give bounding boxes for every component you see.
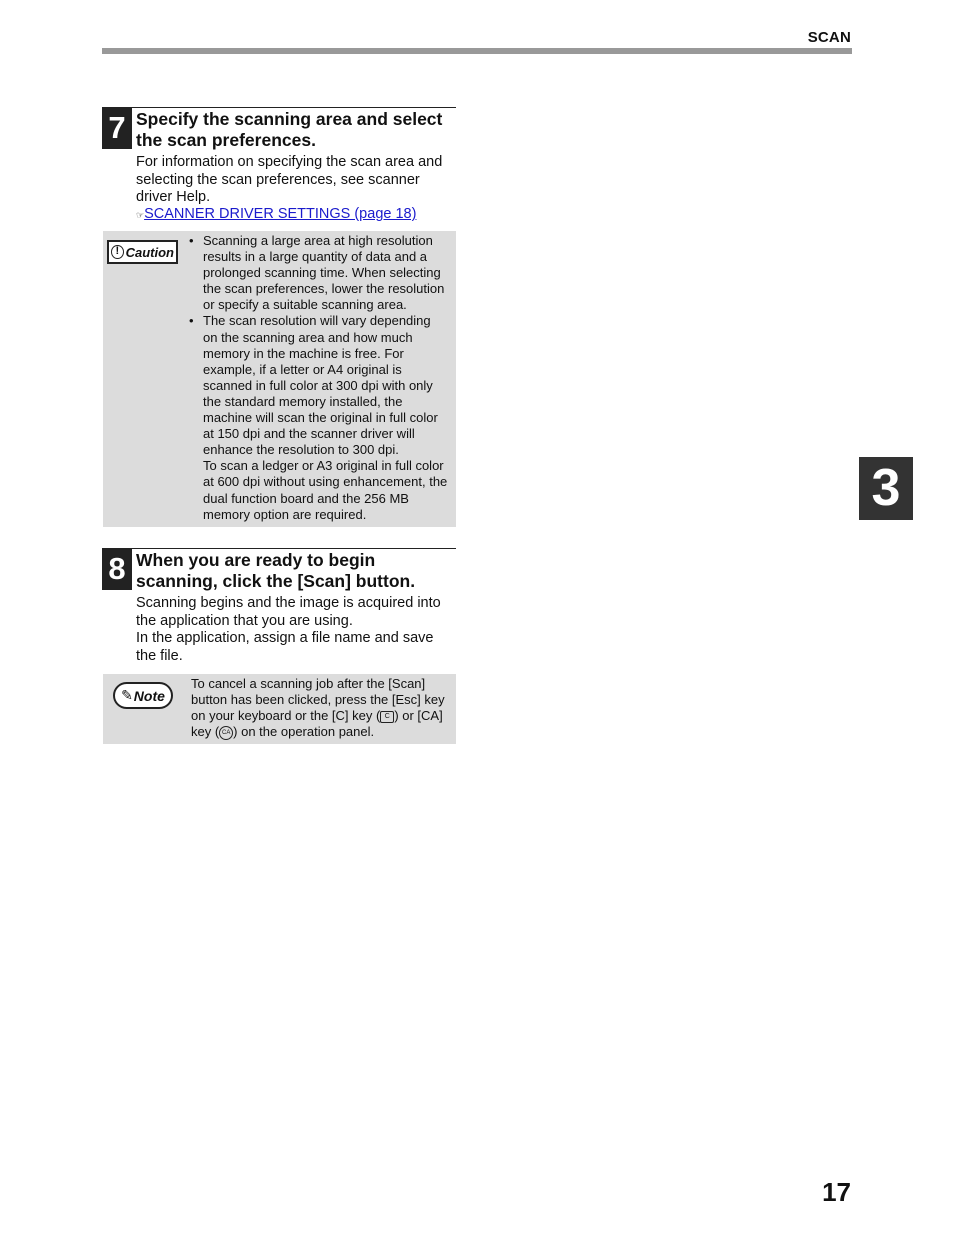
caution-list bbox=[189, 233, 448, 523]
step-title: Specify the scanning area and select the scan preferences. bbox=[136, 109, 443, 150]
pointer-icon: ☞ bbox=[136, 210, 145, 220]
list-item-text: The scan resolution will vary depending on the scanning area and how much memory in the machine is free. For example, if a letter or A4 original is scanned in full color at 300 dpi with only the standard memory installed, the machine will scan the original in full color at 150 dpi and the scanner driver will enhance the resolution to 300 dpi. bbox=[203, 313, 438, 458]
page-number: 17 bbox=[822, 1177, 851, 1207]
step-rule bbox=[132, 548, 456, 549]
note-text-part: ) on the operation panel. bbox=[233, 724, 375, 739]
note-text bbox=[191, 676, 448, 740]
pencil-icon: ✎ bbox=[121, 687, 133, 703]
note-badge bbox=[113, 682, 173, 709]
c-key-icon: C bbox=[380, 711, 394, 723]
header-rule bbox=[102, 48, 852, 54]
note-label: Note bbox=[133, 687, 165, 704]
caution-badge bbox=[107, 240, 178, 264]
list-item bbox=[189, 313, 448, 522]
step-body: Scanning begins and the image is acquired into the application that you are using. bbox=[136, 595, 441, 629]
chapter-tab: 3 bbox=[859, 457, 913, 520]
step-7 bbox=[102, 107, 456, 227]
scanner-driver-settings-link[interactable]: SCANNER DRIVER SETTINGS (page 18) bbox=[144, 206, 417, 222]
section-header: SCAN bbox=[807, 29, 851, 46]
step-body-2: In the application, assign a file name and save the file. bbox=[136, 630, 434, 664]
list-item bbox=[189, 233, 448, 313]
list-item-extra: To scan a ledger or A3 original in full color at 600 dpi without using enhancement, the dual function board and the 256 MB memory option are required. bbox=[203, 458, 448, 522]
note-text-part: ) or [CA] key ( bbox=[191, 708, 443, 739]
caution-box bbox=[103, 231, 456, 527]
cross-reference bbox=[136, 206, 456, 225]
note-box bbox=[103, 674, 456, 744]
list-item-text: Scanning a large area at high resolution results in a large quantity of data and a prolonged scanning time. When selecting the scan preferences, lower the resolution or specify a suitable scanning area. bbox=[203, 233, 445, 313]
step-title: When you are ready to begin scanning, click the [Scan] button. bbox=[136, 550, 416, 591]
step-rule bbox=[132, 107, 456, 108]
ca-key-icon: CA bbox=[219, 726, 233, 740]
step-number: 7 bbox=[102, 107, 132, 149]
step-body: For information on specifying the scan area and selecting the scan preferences, see scanner driver Help. bbox=[136, 154, 443, 206]
alert-icon: ! bbox=[111, 245, 124, 259]
note-text-part: To cancel a scanning job after the [Scan] button has been clicked, press the [Esc] key on your keyboard or the [C] key ( bbox=[191, 676, 445, 723]
caution-label: Caution bbox=[125, 244, 174, 260]
step-8 bbox=[102, 548, 456, 668]
step-number: 8 bbox=[102, 548, 132, 590]
